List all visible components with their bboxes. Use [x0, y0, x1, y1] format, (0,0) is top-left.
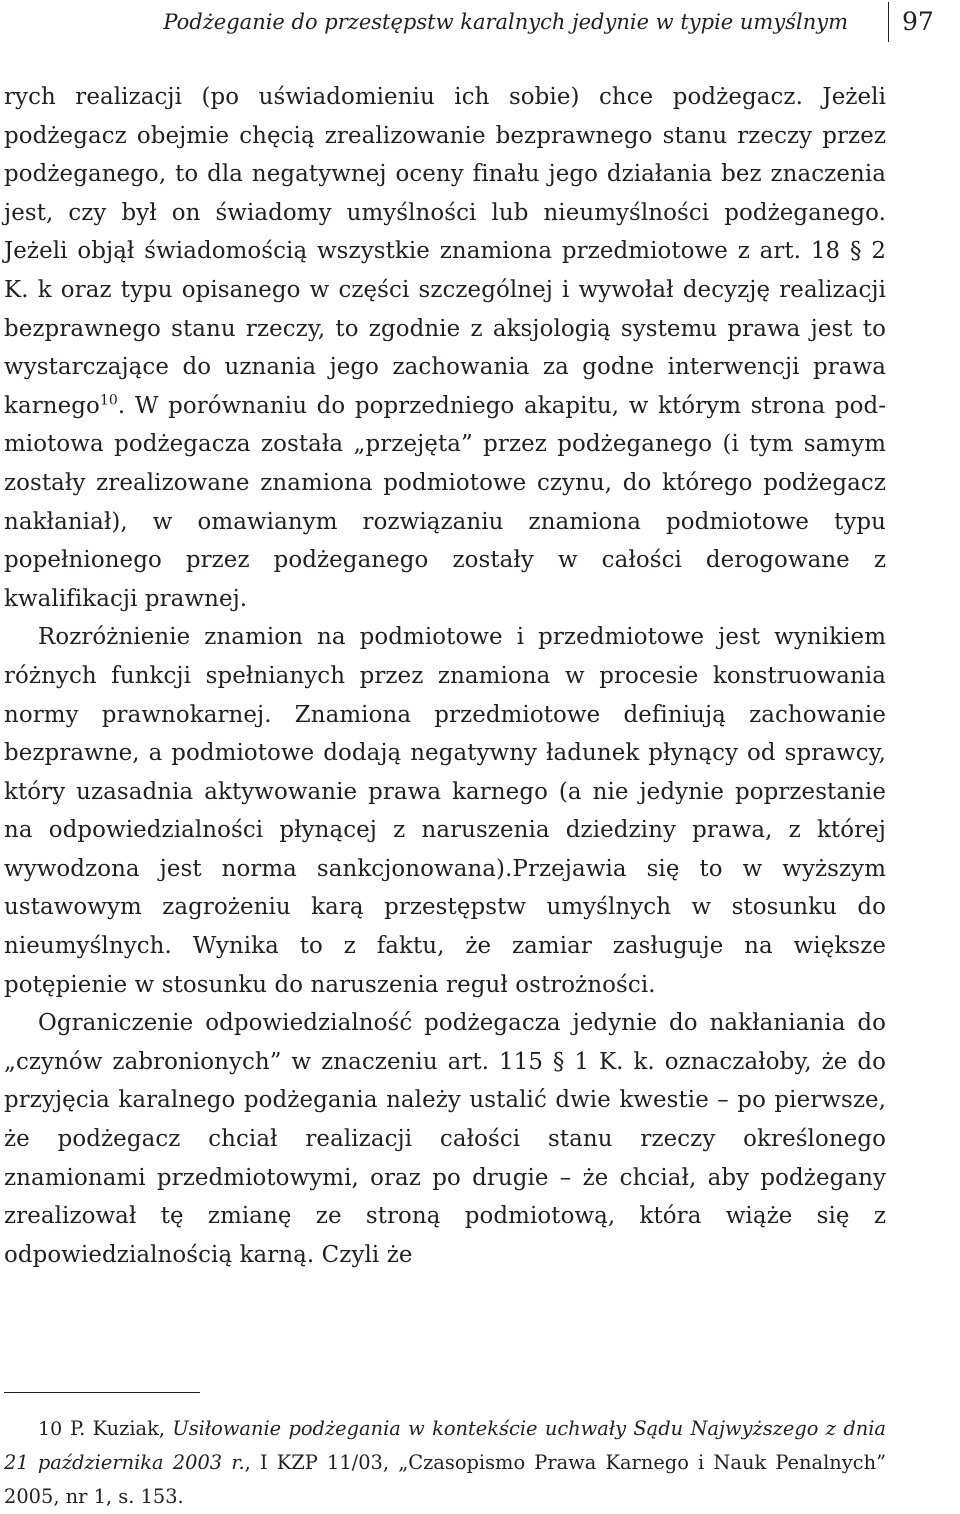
running-title: Podżeganie do przestępstw karalnych jedynie w typie umyślnym	[163, 10, 848, 34]
paragraph-3: Ograniczenie odpowiedzialność podżegacza jedynie do nakłaniania do „czynów zabronionych” w znaczeniu art. 115 § 1 K. k. oznaczałoby, że do przyjęcia karalnego podżegania należy ustalić dwie kwestie – po pierwsze, że podżegacz chciał realizacji całości stanu rzeczy określonego znamionami przedmiotowymi, oraz po drugie – że chciał, aby podżegany zrealizował tę zmianę ze stroną podmiotową, która wiąże się z odpowiedzialnością karną. Czyli że	[4, 1010, 886, 1268]
paragraph-1	[4, 78, 886, 618]
footnote-divider	[4, 1392, 200, 1393]
footnote-reference: 10	[99, 392, 118, 409]
paragraph-1-tail: . W porównaniu do poprzedniego akapitu, w którym strona podmiotowa podżegacza została „przejęta” przez podżeganego (i tym samym zostały zrealizowane znamiona podmiotowe czynu, do którego podżegacz nakłaniał), w omawianym rozwiązaniu znamiona podmiotowe typu popełnionego przez podżeganego zostały w całości derogowane z kwalifikacji prawnej.	[4, 392, 886, 612]
footnote	[4, 1412, 886, 1514]
header-divider	[888, 2, 889, 42]
footnote-author: P. Kuziak,	[70, 1417, 173, 1440]
footnote-rest: , I KZP 11/03, „Czasopismo Prawa Karnego i Nauk Penalnych” 2005, nr 1, s. 153.	[4, 1451, 886, 1508]
page-number: 97	[902, 7, 934, 36]
footnote-number: 10	[38, 1418, 63, 1440]
footnote-title: Usiłowanie podżegania w kontekście uchwały Sądu Najwyższego z dnia 21 października 2003 r.	[4, 1417, 886, 1474]
paragraph-1-text: rych realizacji (po uświadomieniu ich sobie) chce podżegacz. Jeżeli podżegacz obejmie chęcią zrealizowanie bezprawnego stanu rzeczy przez podżeganego, to dla negatywnej oceny finału jego działania bez znaczenia jest, czy był on świadomy umyślności lub nieumyślności podżeganego. Jeżeli objął świadomością wszystkie znamiona przedmiotowe z art. 18 § 2 K. k oraz typu opisanego w części szczególnej i wywołał decyzję realizacji bezprawnego stanu rzeczy, to zgodnie z aksjologią systemu prawa jest to wystarczające do uznania jego zachowania za godne interwencji prawa karnego	[4, 84, 886, 419]
paragraph-2: Rozróżnienie znamion na podmiotowe i przedmiotowe jest wynikiem różnych funkcji spełnianych przez znamiona w procesie konstruowania normy prawnokarnej. Znamiona przedmiotowe definiują zachowanie bezprawne, a podmiotowe dodają negatywny ładunek płynący od sprawcy, który uzasadnia aktywowanie prawa karnego (a nie jedynie poprzestanie na odpowiedzialności płynącej z naruszenia dziedziny prawa, z której wywodzona jest norma sankcjonowana).Przejawia się to w wyższym ustawowym zagrożeniu karą przestępstw umyślnych w stosunku do nieumyślnych. Wynika to z faktu, że zamiar zasługuje na większe potępienie w stosunku do naruszenia reguł ostrożności.	[4, 624, 886, 998]
page-header	[0, 0, 960, 50]
main-text	[4, 78, 886, 1274]
